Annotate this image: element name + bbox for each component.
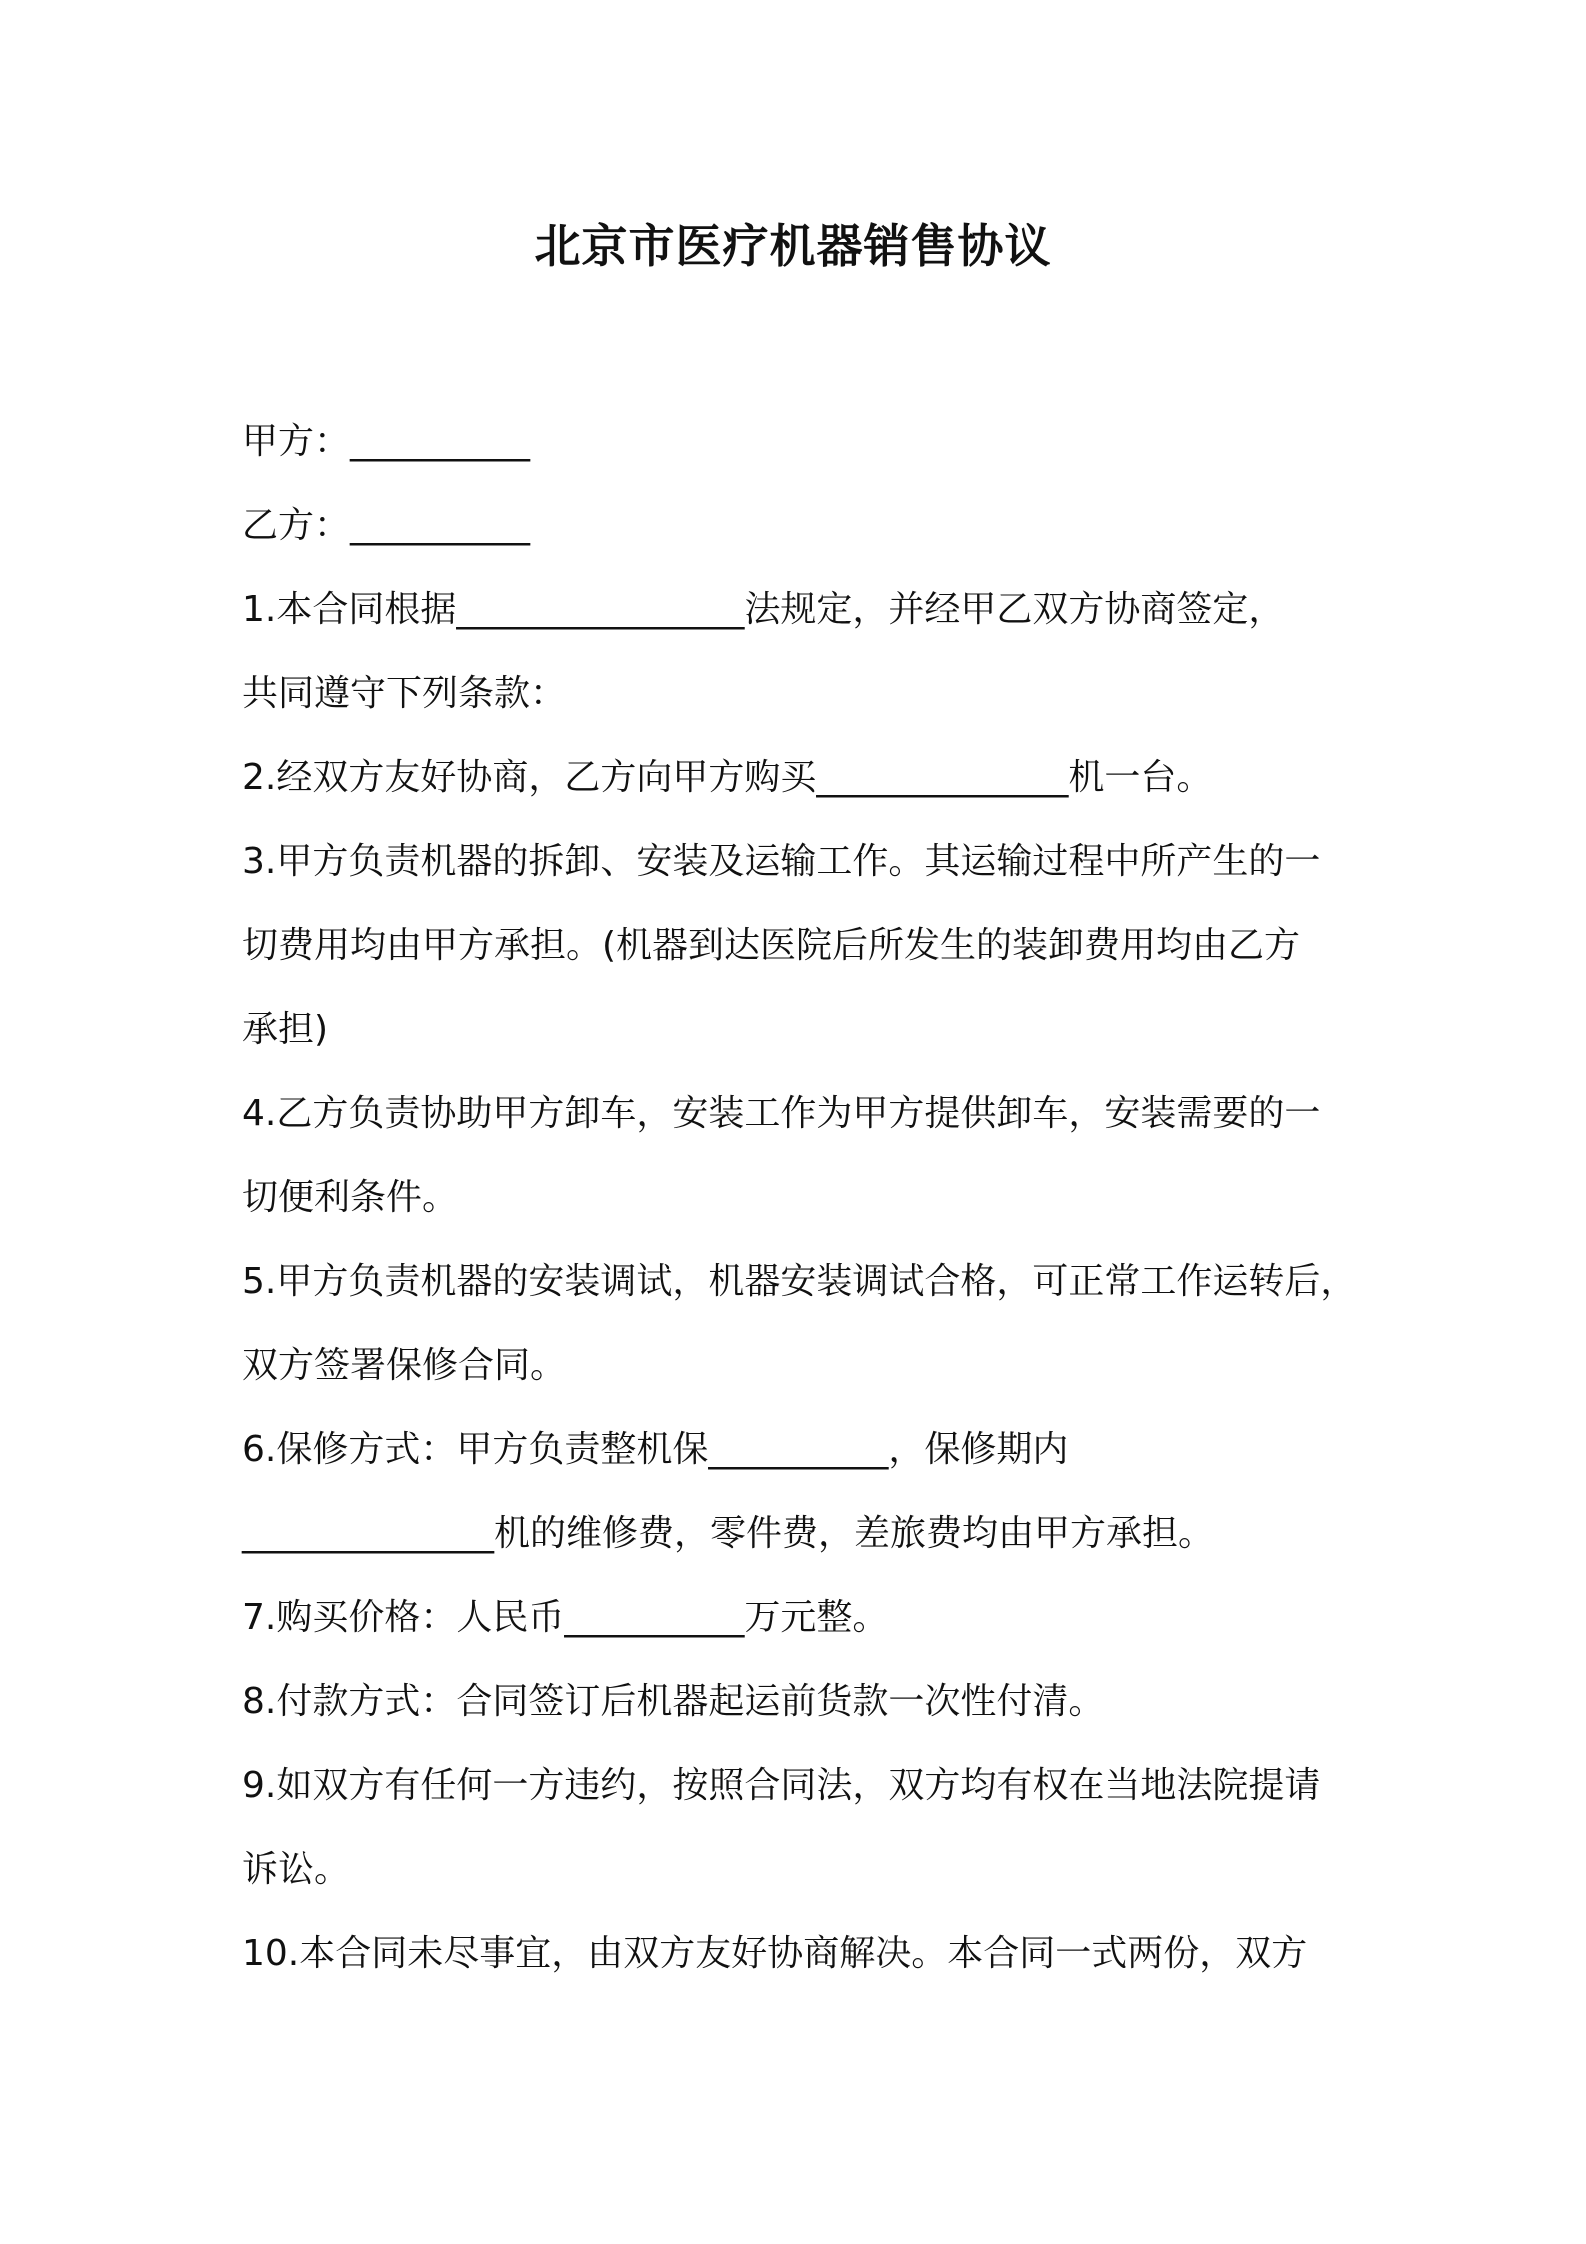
clause-4-line-2: 切便利条件。 — [242, 1177, 459, 1218]
document-body — [242, 400, 1362, 1996]
clause-2-line-1: 2.经双方友好协商，乙方向甲方购买______________机一台。 — [242, 757, 1213, 798]
clause-3-line-2: 切费用均由甲方承担。(机器到达医院后所发生的装卸费用均由乙方 — [242, 925, 1301, 966]
clause-10-line-1: 10.本合同未尽事宜，由双方友好协商解决。本合同一式两份，双方 — [242, 1933, 1308, 1974]
clause-3-line-1: 3.甲方负责机器的拆卸、安装及运输工作。其运输过程中所产生的一 — [242, 841, 1321, 882]
clause-9-line-1: 9.如双方有任何一方违约，按照合同法，双方均有权在当地法院提请 — [242, 1765, 1321, 1806]
clause-5-line-2: 双方签署保修合同。 — [242, 1345, 567, 1386]
clause-3-line-3: 承担) — [242, 1009, 329, 1050]
clause-6-line-2: ______________机的维修费，零件费，差旅费均由甲方承担。 — [242, 1513, 1215, 1554]
clause-9-line-2: 诉讼。 — [242, 1849, 351, 1890]
clause-4-line-1: 4.乙方负责协助甲方卸车，安装工作为甲方提供卸车，安装需要的一 — [242, 1093, 1321, 1134]
document-title: 北京市医疗机器销售协议 — [534, 219, 1052, 273]
clause-5-line-1: 5.甲方负责机器的安装调试，机器安装调试合格，可正常工作运转后， — [242, 1261, 1357, 1302]
clause-6-line-1: 6.保修方式：甲方负责整机保__________，保修期内 — [242, 1429, 1069, 1470]
clause-7-line-1: 7.购买价格：人民币__________万元整。 — [242, 1597, 889, 1638]
clause-8-line-1: 8.付款方式：合同签订后机器起运前货款一次性付清。 — [242, 1681, 1105, 1722]
clause-1-line-2: 共同遵守下列条款： — [242, 673, 567, 714]
clause-1-line-1: 1.本合同根据________________法规定，并经甲乙双方协商签定， — [242, 589, 1285, 630]
party-a-line: 甲方：__________ — [242, 421, 531, 462]
party-b-line: 乙方：__________ — [242, 505, 531, 546]
